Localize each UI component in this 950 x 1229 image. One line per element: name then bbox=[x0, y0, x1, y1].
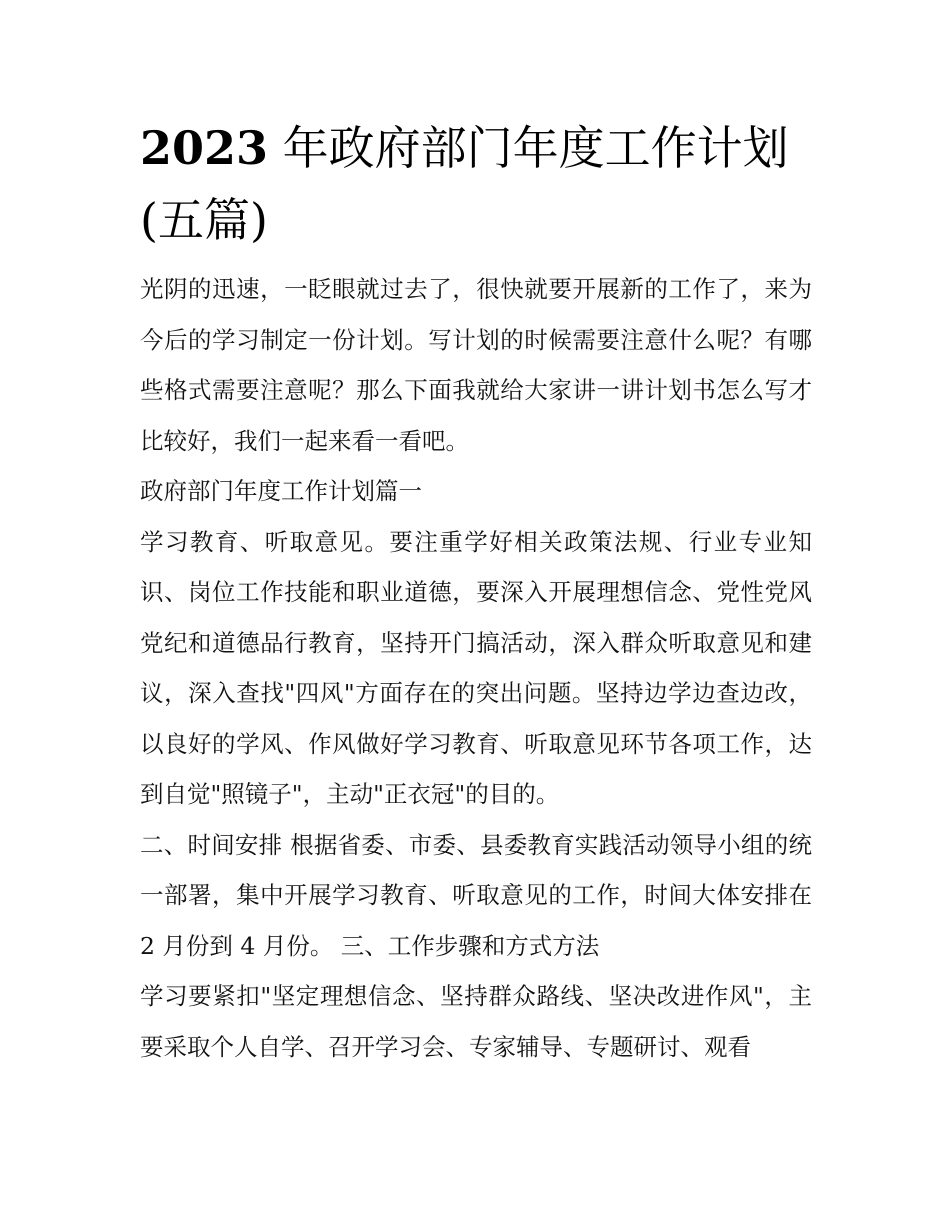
document-title-text: 年政府部门年度工作计划(五篇) bbox=[140, 121, 789, 247]
intro-paragraph: 光阴的迅速，一眨眼就过去了，很快就要开展新的工作了，来为今后的学习制定一份计划。写计划的时候需要注意什么呢？有哪些格式需要注意呢？那么下面我就给大家讲一讲计划书怎么写才比较好，我们一起来看一看吧。 bbox=[140, 275, 812, 455]
time-schedule-paragraph: 二、时间安排 根据省委、市委、县委教育实践活动领导小组的统一部署，集中开展学习教育、听取意见的工作，时间大体安排在 2 月份到 4 月份。 三、工作步骤和方式方法 bbox=[140, 830, 812, 960]
document-content bbox=[140, 112, 812, 1072]
section-heading: 政府部门年度工作计划篇一 bbox=[140, 477, 422, 505]
study-education-paragraph: 学习教育、听取意见。要注重学好相关政策法规、行业专业知识、岗位工作技能和职业道德，要深入开展理想信念、党性党风党纪和道德品行教育，坚持开门搞活动，深入群众听取意见和建议，深入查找"四风"方面存在的突出问题。坚持边学边查边改，以良好的学风、作风做好学习教育、听取意见环节各项工作，达到自觉"照镜子"，主动"正衣冠"的目的。 bbox=[140, 527, 812, 808]
document-title bbox=[140, 112, 812, 256]
document-title-year: 2023 bbox=[140, 121, 269, 175]
document-body bbox=[140, 264, 812, 1072]
study-method-paragraph: 学习要紧扣"坚定理想信念、坚持群众路线、坚决改进作风"，主要采取个人自学、召开学习会、专家辅导、专题研讨、观看 bbox=[140, 982, 812, 1061]
